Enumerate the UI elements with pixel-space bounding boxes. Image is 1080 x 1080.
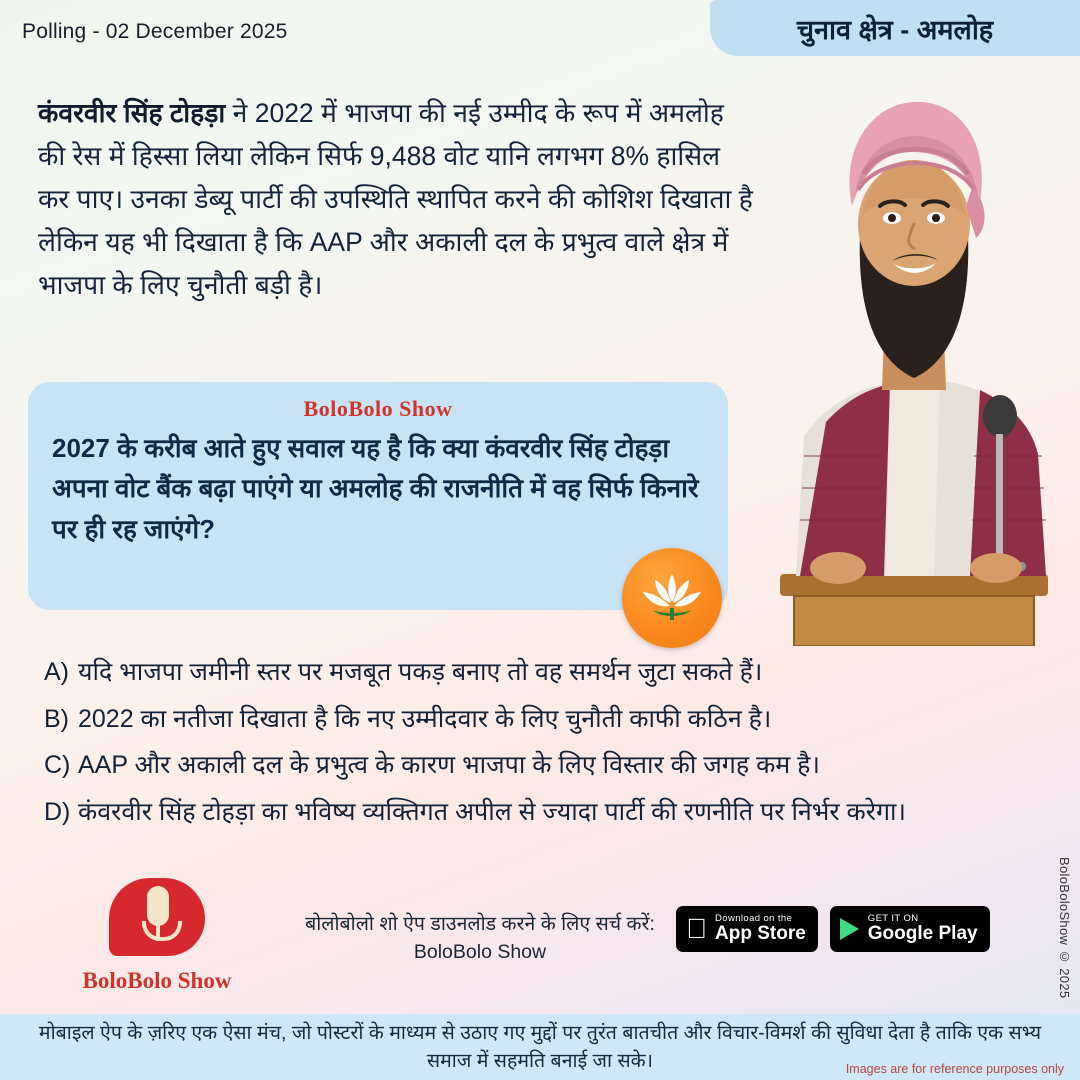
google-play-icon [840,918,859,940]
footer [0,888,1080,1008]
list-item[interactable] [44,748,1004,784]
question-text: 2027 के करीब आते हुए सवाल यह है कि क्या कंवरवीर सिंह टोहड़ा अपना वोट बैंक बढ़ा पाएंगे या अमलोह की राजनीति में वह सिर्फ किनारे पर ही रह जाएंगे? [52,433,699,544]
copyright-label: BoloBoloShow © 2025 [1057,856,1072,998]
list-item[interactable] [44,702,1004,738]
microphone-icon [109,878,205,964]
option-key: B) [44,704,69,733]
constituency-label: चुनाव क्षेत्र - अमलोह [796,14,994,45]
question-card [28,382,728,610]
app-promo-line1: बोलोबोलो शो ऐप डाउनलोड करने के लिए सर्च करें: [305,913,655,935]
option-key: C) [44,751,71,779]
candidate-name: कंवरवीर सिंह टोहड़ा [38,98,226,128]
option-text: कंवरवीर सिंह टोहड़ा का भविष्य व्यक्तिगत अपील से ज्यादा पार्टी की रणनीति पर निर्भर करेगा। [78,797,906,826]
store-badges [676,906,990,952]
bjp-lotus-symbol [622,548,722,648]
card-brand-label: BoloBolo Show [303,396,453,421]
options-list [44,655,1004,841]
appstore-button[interactable] [676,906,818,952]
option-text: 2022 का नतीजा दिखाता है कि नए उम्मीदवार के लिए चुनौती काफी कठिन है। [78,704,772,733]
constituency-badge [710,0,1080,56]
googleplay-big-label: Google Play [846,923,957,945]
app-promo-line2: BoloBolo Show [413,941,547,964]
intro-paragraph [38,92,758,307]
appstore-big-label: App Store [694,923,785,945]
option-text: यदि भाजपा जमीनी स्तर पर मजबूत पकड़ बनाए तो वह समर्थन जुटा सकते हैं। [78,658,763,686]
polling-date-label: Polling - 02 December 2025 [22,20,288,43]
list-item[interactable] [44,655,1004,691]
appstore-small-label: Download on the [694,913,772,925]
intro-body: ने 2022 में भाजपा की नई उम्मीद के रूप में अमलोह की रेस में हिस्सा लिया लेकिन सिर्फ 9,488 वोट यानि लगभग 8% हासिल कर पाए। उनका डेब्यू पार्टी की उपस्थिति स्थापित करने की कोशिश दिखाता है लेकिन यह भी दिखाता है कि AAP और अकाली दल के प्रभुत्व वाले क्षेत्र में भाजपा के लिए चुनौती बड़ी है। [38,98,753,300]
brand-logo-label: BoloBolo Show [82,968,232,993]
app-promo-text [290,910,670,967]
option-key: A) [44,658,69,686]
list-item[interactable] [44,795,1004,831]
disclaimer-text: मोबाइल ऐप के ज़रिए एक ऐसा मंच, जो पोस्टरों के माध्यम से उठाए गए मुद्दों पर तुरंत बातचीत और विचार-विमर्श की सुविधा देता है ताकि एक सभ्य समाज में सहमति बनाई जा सके। [38,1021,1042,1072]
googleplay-small-label: GET IT ON [846,913,898,925]
googleplay-button[interactable] [830,906,990,952]
candidate-illustration [734,56,1074,646]
reference-note: Images are for reference purposes only [845,1062,1064,1076]
brand-logo [62,878,252,994]
option-key: D) [44,797,71,826]
option-text: AAP और अकाली दल के प्रभुत्व के कारण भाजपा के लिए विस्तार की जगह कम है। [78,751,820,779]
apple-icon [686,915,707,943]
